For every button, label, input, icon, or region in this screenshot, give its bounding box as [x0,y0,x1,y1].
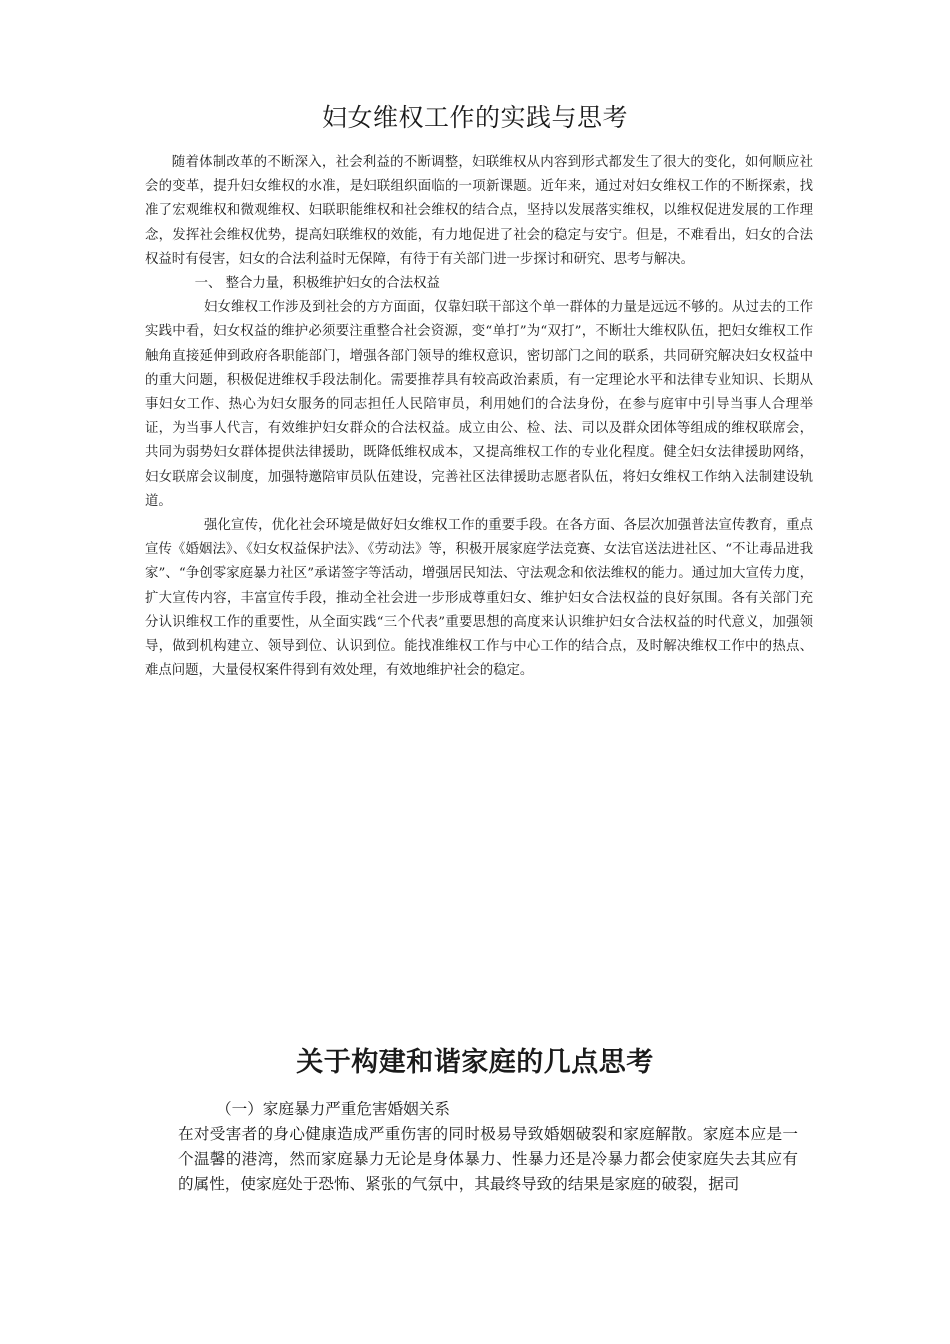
article-1-paragraph-1: 妇女维权工作涉及到社会的方方面面，仅靠妇联干部这个单一群体的力量是远远不够的。从过去的工作实践中看，妇女权益的维护必须要注重整合社会资源，变“单打”为“双打”，不断壮大维权队伍，把妇女维权工作触角直接延伸到政府各职能部门，增强各部门领导的维权意识，密切部门之间的联系，共同研究解决妇女权益中的重大问题，积极促进维权手段法制化。需要推荐具有较高政治素质，有一定理论水平和法律专业知识、长期从事妇女工作、热心为妇女服务的同志担任人民陪审员，利用她们的合法身份，在参与庭审中引导当事人合理举证，为当事人代言，有效维护妇女群众的合法权益。成立由公、检、法、司以及群众团体等组成的维权联席会，共同为弱势妇女群体提供法律援助，既降低维权成本，又提高维权工作的专业化程度。健全妇女法律援助网络，妇女联席会议制度，加强特邀陪审员队伍建设，完善社区法律援助志愿者队伍，将妇女维权工作纳入法制建设轨道。 [145,300,813,509]
article-1-section-heading: 一、 整合力量，积极维护妇女的合法权益 [194,276,440,292]
article-1-body [145,151,813,683]
article-2-subheading: （一）家庭暴力严重危害婚姻关系 [216,1100,450,1118]
article-2-title: 关于构建和谐家庭的几点思考 [296,1047,654,1078]
article-2-paragraph-1: 在对受害者的身心健康造成严重伤害的同时极易导致婚姻破裂和家庭解散。家庭本应是一个温馨的港湾，然而家庭暴力无论是身体暴力、性暴力还是冷暴力都会使家庭失去其应有的属性，使家庭处于恐怖、紧张的气氛中，其最终导致的结果是家庭的破裂，据司 [178,1125,798,1193]
article-2-body [178,1097,798,1197]
article-1-intro-paragraph: 随着体制改革的不断深入，社会利益的不断调整，妇联维权从内容到形式都发生了很大的变化，如何顺应社会的变革，提升妇女维权的水准，是妇联组织面临的一项新课题。近年来，通过对妇女维权工作的不断探索，找准了宏观维权和微观维权、妇联职能维权和社会维权的结合点，坚持以发展落实维权，以维权促进发展的工作理念，发挥社会维权优势，提高妇联维权的效能，有力地促进了社会的稳定与安宁。但是，不难看出，妇女的合法权益时有侵害，妇女的合法利益时无保障，有待于有关部门进一步探讨和研究、思考与解决。 [145,155,813,267]
article-1-title: 妇女维权工作的实践与思考 [321,103,628,132]
article-1-paragraph-2: 强化宣传，优化社会环境是做好妇女维权工作的重要手段。在各方面、各层次加强普法宣传教育，重点宣传《婚姻法》、《妇女权益保护法》、《劳动法》等，积极开展家庭学法竞赛、女法官送法进社区、“不让毒品进我家”、“争创零家庭暴力社区”承诺签字等活动，增强居民知法、守法观念和依法维权的能力。通过加大宣传力度，扩大宣传内容，丰富宣传手段，推动全社会进一步形成尊重妇女、维护妇女合法权益的良好氛围。各有关部门充分认识维权工作的重要性，从全面实践“三个代表”重要思想的高度来认识维护妇女合法权益的时代意义，加强领导，做到机构建立、领导到位、认识到位。能找准维权工作与中心工作的结合点，及时解决维权工作中的热点、难点问题，大量侵权案件得到有效处理，有效地维护社会的稳定。 [145,518,813,679]
